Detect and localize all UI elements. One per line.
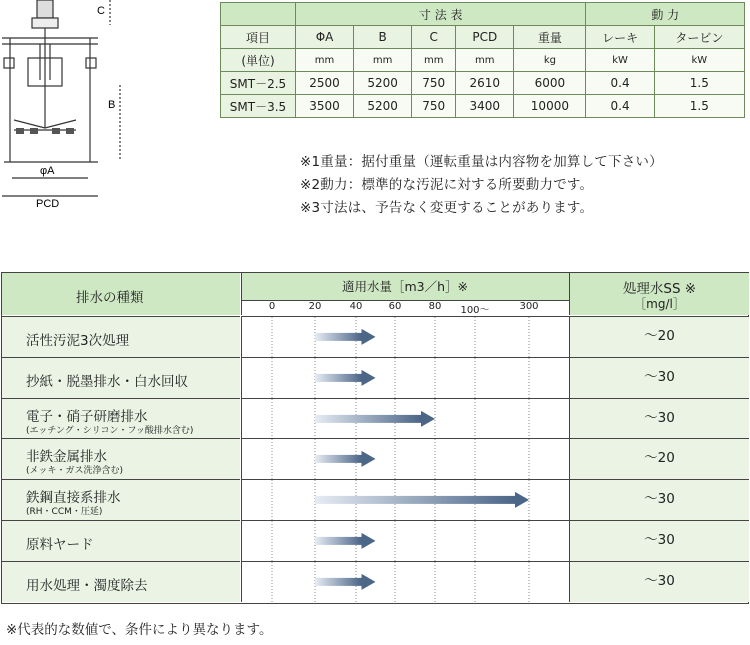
header-ss-2: ［mg/l］ <box>634 297 685 311</box>
cell: SMT－2.5 <box>221 72 296 95</box>
dim-b-label: B <box>108 99 116 111</box>
wastewater-type-name: 活性汚泥3次処理 <box>26 333 130 349</box>
flow-range-plot <box>242 317 570 357</box>
table-row <box>221 72 745 95</box>
note-power: ※2動力：標準的な汚泥に対する所要動力です。 <box>300 177 594 193</box>
axis-tick-label: 40 <box>349 301 363 312</box>
flow-range-arrow <box>315 496 515 504</box>
flow-range-plot <box>242 562 570 602</box>
cell: 2500 <box>296 72 354 95</box>
header-flow-rate: 適用水量［m3／h］※ <box>342 279 469 294</box>
cell: 0.4 <box>586 95 654 118</box>
flow-range-plot <box>242 439 570 479</box>
flow-range-arrow <box>315 414 421 422</box>
ss-value: ～20 <box>569 316 749 357</box>
flow-range-arrow <box>315 578 362 586</box>
cell: 5200 <box>354 95 412 118</box>
cell: 3400 <box>456 95 514 118</box>
unit-cell: mm <box>456 49 514 72</box>
usage-table <box>1 272 749 604</box>
row-label-cell <box>2 520 240 561</box>
flow-range-arrow <box>315 537 362 545</box>
wastewater-type-name: 非鉄金属排水 <box>26 449 107 466</box>
wastewater-type-note: (RH・CCM・圧延) <box>26 507 103 518</box>
row-label-cell <box>2 438 240 479</box>
note-weight: ※1重量：据付重量（運転重量は内容物を加算して下さい） <box>300 154 663 170</box>
flow-range-plot <box>242 358 570 398</box>
wastewater-type-note: (エッチング・シリコン・フッ酸排水含む) <box>26 425 194 436</box>
col-header: PCD <box>456 26 514 49</box>
wastewater-type-name: 抄紙・脱墨排水・白水回収 <box>26 373 188 390</box>
flow-range-arrowhead <box>362 329 376 345</box>
dimension-group-header: 寸 法 表 <box>296 3 586 26</box>
cell: 2610 <box>456 72 514 95</box>
flow-range-arrowhead <box>421 410 435 426</box>
cell: 3500 <box>296 95 354 118</box>
axis-tick-label: 0 <box>268 301 276 312</box>
flow-range-cell <box>241 561 570 602</box>
wastewater-type-name: 原料ヤード <box>26 537 94 553</box>
unit-cell: mm <box>354 49 412 72</box>
header-ss-1: 処理水SS ※ <box>622 281 697 297</box>
note-dimensions: ※3寸法は、予告なく変更することがあります。 <box>300 200 594 216</box>
ss-value: ～30 <box>569 357 749 398</box>
dim-pcd-label: PCD <box>36 198 60 210</box>
flow-axis <box>242 300 570 316</box>
ss-value: ～30 <box>569 398 749 439</box>
flow-range-arrowhead <box>362 451 376 467</box>
cell: 1.5 <box>654 72 744 95</box>
footer-note: ※代表的な数値で、条件により異なります。 <box>6 622 273 638</box>
axis-tick-label: 80 <box>428 301 442 312</box>
cell: 5200 <box>354 72 412 95</box>
cell: 10000 <box>514 95 586 118</box>
col-header: 項目 <box>221 26 296 49</box>
flow-range-cell <box>241 357 570 398</box>
ss-value: ～30 <box>569 561 749 602</box>
row-label-cell <box>2 316 240 357</box>
cell: SMT－3.5 <box>221 95 296 118</box>
dimension-table <box>220 2 745 118</box>
flow-range-cell <box>241 398 570 439</box>
unit-cell: kW <box>586 49 654 72</box>
cell: 750 <box>412 72 456 95</box>
cell: 750 <box>412 95 456 118</box>
axis-tick-label: 20 <box>308 301 322 312</box>
wastewater-type-name: 電子・硝子研磨排水 <box>26 408 148 425</box>
axis-tick-label: 100～ <box>460 305 490 316</box>
thickener-diagram <box>0 0 160 212</box>
flow-range-arrowhead <box>362 574 376 590</box>
col-header: レーキ <box>586 26 654 49</box>
power-group-header: 動 力 <box>586 3 745 26</box>
unit-cell: mm <box>296 49 354 72</box>
flow-range-arrow <box>315 333 362 341</box>
flow-range-arrowhead <box>362 370 376 386</box>
flow-range-arrow <box>315 374 362 382</box>
flow-range-cell <box>241 520 570 561</box>
unit-cell: kg <box>514 49 586 72</box>
flow-range-cell <box>241 479 570 520</box>
ss-value: ～20 <box>569 438 749 479</box>
col-header: 重量 <box>514 26 586 49</box>
wastewater-type-note: (メッキ・ガス洗浄含む) <box>26 466 124 477</box>
wastewater-type-name: 用水処理・濁度除去 <box>26 577 148 594</box>
col-header: ΦA <box>296 26 354 49</box>
col-header: B <box>354 26 412 49</box>
wastewater-type-name: 鉄鋼直接系排水 <box>26 490 121 507</box>
col-header: タービン <box>654 26 744 49</box>
row-label-cell <box>2 398 240 439</box>
dim-phi-a-label: φA <box>40 165 55 177</box>
unit-cell: mm <box>412 49 456 72</box>
flow-range-plot <box>242 399 570 439</box>
flow-range-arrow <box>315 455 362 463</box>
cell: 6000 <box>514 72 586 95</box>
ss-value: ～30 <box>569 479 749 520</box>
row-label-cell <box>2 561 240 602</box>
unit-cell: (単位) <box>221 49 296 72</box>
cell: 0.4 <box>586 72 654 95</box>
header-wastewater-type: 排水の種類 <box>76 290 144 306</box>
unit-cell: kW <box>654 49 744 72</box>
flow-range-arrowhead <box>362 533 376 549</box>
flow-range-cell <box>241 438 570 479</box>
flow-range-plot <box>242 521 570 561</box>
row-label-cell <box>2 479 240 520</box>
flow-range-cell <box>241 316 570 357</box>
axis-tick-label: 300 <box>519 301 539 312</box>
table-row <box>221 95 745 118</box>
flow-range-arrowhead <box>515 492 529 508</box>
cell: 1.5 <box>654 95 744 118</box>
col-header: C <box>412 26 456 49</box>
dim-c-label: C <box>97 5 105 17</box>
row-label-cell <box>2 357 240 398</box>
axis-tick-label: 60 <box>388 301 402 312</box>
ss-value: ～30 <box>569 520 749 561</box>
flow-range-plot <box>242 480 570 520</box>
